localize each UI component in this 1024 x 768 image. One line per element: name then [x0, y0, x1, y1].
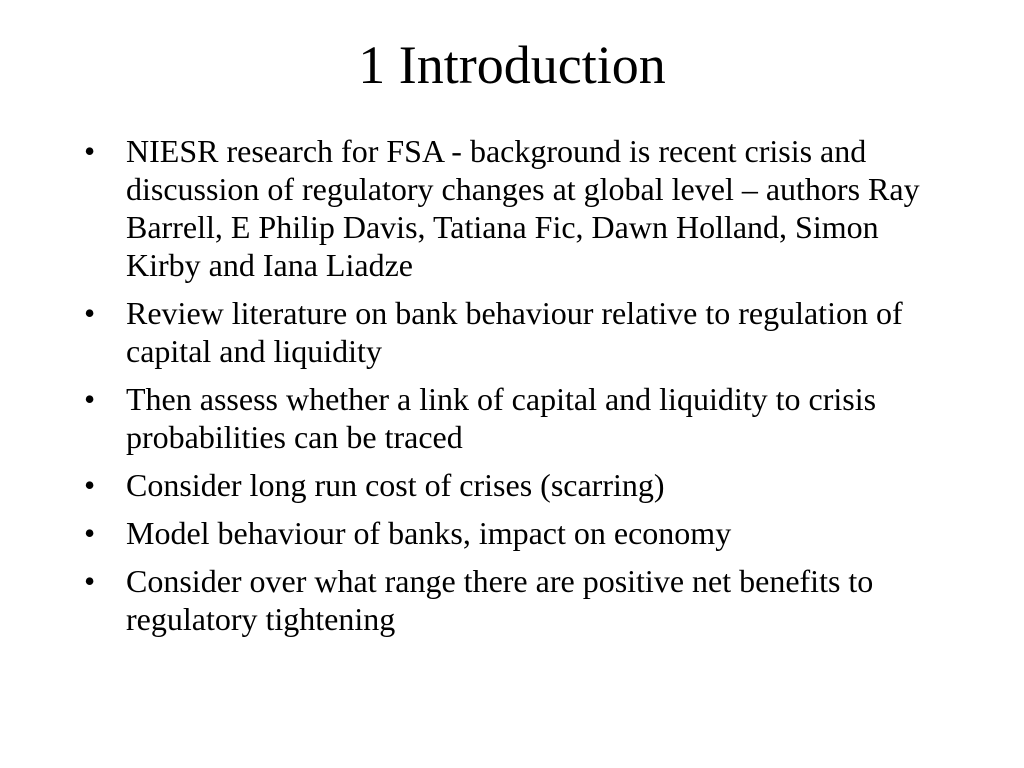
- bullet-dot-icon: •: [84, 515, 96, 551]
- bullet-text: Then assess whether a link of capital and liquidity to crisis probabilities can be traced: [126, 381, 877, 455]
- bullet-text: NIESR research for FSA - background is recent crisis and discussion of regulatory changes at global level – authors Ray Barrell, E Philip Davis, Tatiana Fic, Dawn Holland, Simon Kirby and Iana Liadze: [126, 133, 920, 283]
- bullet-list: [84, 132, 954, 648]
- bullet-item: [84, 466, 954, 504]
- bullet-text: Consider long run cost of crises (scarring): [126, 467, 665, 503]
- bullet-text: Model behaviour of banks, impact on economy: [126, 515, 732, 551]
- bullet-item: [84, 380, 954, 456]
- bullet-dot-icon: •: [84, 133, 96, 169]
- bullet-dot-icon: •: [84, 467, 96, 503]
- bullet-item: [84, 294, 954, 370]
- bullet-dot-icon: •: [84, 563, 96, 599]
- bullet-item: [84, 562, 954, 638]
- bullet-text: Consider over what range there are positive net benefits to regulatory tightening: [126, 563, 874, 637]
- bullet-item: [84, 132, 954, 284]
- bullet-dot-icon: •: [84, 381, 96, 417]
- slide-title: 1 Introduction: [358, 35, 666, 95]
- bullet-item: [84, 514, 954, 552]
- bullet-dot-icon: •: [84, 295, 96, 331]
- bullet-text: Review literature on bank behaviour relative to regulation of capital and liquidity: [126, 295, 903, 369]
